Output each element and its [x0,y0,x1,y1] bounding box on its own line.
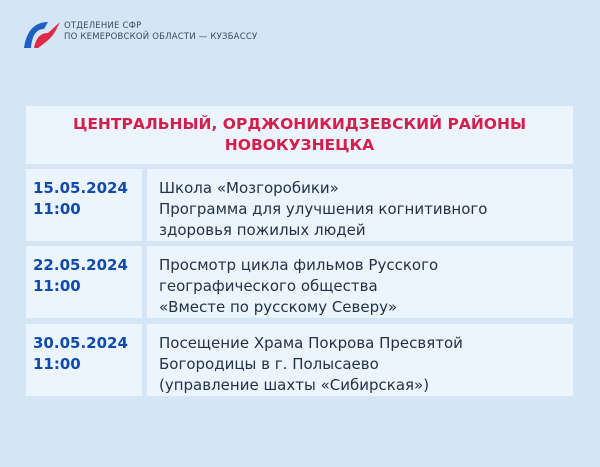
event-description [147,324,573,396]
event-desc-line: Школа «Мозгоробики» [159,179,339,197]
title-line-2: НОВОКУЗНЕЦКА [224,136,375,154]
event-desc-line: Просмотр цикла фильмов Русского [159,256,439,274]
event-row-3 [26,324,573,396]
event-date: 22.05.2024 [33,256,128,274]
event-date-cell [26,324,142,396]
sfr-logo-icon [22,18,62,52]
event-row-2 [26,246,573,318]
event-desc-line: географического общества [159,277,378,295]
event-time: 11:00 [33,277,81,295]
event-desc-line: Посещение Храма Покрова Пресвятой [159,334,463,352]
event-desc-line: (управление шахты «Сибирская») [159,376,430,394]
event-desc-line: «Вместе по русскому Северу» [159,298,398,316]
organization-name [64,21,257,43]
org-line-1: ОТДЕЛЕНИЕ СФР [64,21,142,31]
event-row-1 [26,169,573,241]
event-desc-line: здоровья пожилых людей [159,221,366,239]
event-time: 11:00 [33,355,81,373]
event-date: 30.05.2024 [33,334,128,352]
org-line-2: ПО КЕМЕРОВСКОЙ ОБЛАСТИ — КУЗБАССУ [64,32,258,42]
event-date-cell [26,246,142,318]
event-date: 15.05.2024 [33,179,128,197]
title-line-1: ЦЕНТРАЛЬНЫЙ, ОРДЖОНИКИДЗЕВСКИЙ РАЙОНЫ [72,115,527,133]
page-title [26,106,573,164]
event-description [147,246,573,318]
event-date-cell [26,169,142,241]
event-desc-line: Программа для улучшения когнитивного [159,200,488,218]
event-description [147,169,573,241]
event-time: 11:00 [33,200,81,218]
event-desc-line: Богородицы в г. Полысаево [159,355,379,373]
